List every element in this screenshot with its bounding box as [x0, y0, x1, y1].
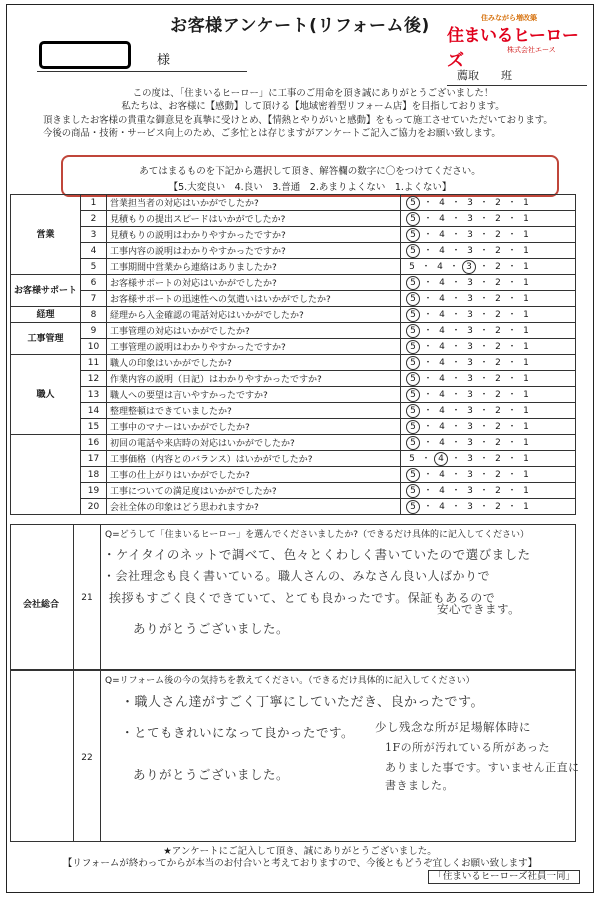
rating-option[interactable]: 2	[495, 358, 501, 368]
question-text: 初回の電話や来店時の対応はいかがでしたか?	[107, 435, 401, 451]
category-shokunin: 職人	[11, 355, 81, 435]
question-number: 21	[81, 593, 93, 603]
rating-scale: 5 ・ 4 ・ 3 ・ 2 ・ 1	[401, 467, 576, 483]
rating-option[interactable]: 2	[495, 422, 501, 432]
rating-option[interactable]: 3	[467, 422, 473, 432]
question-row	[11, 275, 576, 291]
question-number: 7	[81, 291, 107, 307]
question-text: 工事の仕上がりはいかがでしたか?	[107, 467, 401, 483]
answer-line: 安心できます。	[437, 602, 521, 616]
question-text: 職人の印象はいかがでしたか?	[107, 355, 401, 371]
question-row	[11, 307, 576, 323]
question-text: お客様サポートの対応はいかがでしたか?	[107, 275, 401, 291]
rating-option[interactable]: 4	[439, 198, 445, 208]
rating-scale: 5 ・ 4 ・ 3 ・ 2 ・ 1	[401, 227, 576, 243]
rating-option[interactable]: 2	[495, 502, 501, 512]
instruction-banner	[61, 155, 559, 197]
category-eigyo: 営業	[11, 195, 81, 275]
rating-option[interactable]: 1	[523, 326, 529, 336]
answer-line: 挨拶もすごく良くできていて、とても良かったです。保証もあるので	[109, 591, 496, 605]
rating-option[interactable]: 2	[495, 438, 501, 448]
rating-option[interactable]: 3	[467, 374, 473, 384]
question-row	[11, 387, 576, 403]
rating-option[interactable]: 1	[523, 422, 529, 432]
rating-scale: 5 ・ 4 ・ 3 ・ 2 ・ 1	[401, 355, 576, 371]
answer-line: ・会社理念も良く書いている。職人さんの、みなさん良い人ばかりで	[103, 569, 491, 583]
rating-scale: 5 ・ 4 ・ 3 ・ 2 ・ 1	[401, 339, 576, 355]
rating-option[interactable]: 2	[495, 470, 501, 480]
question-text: 職人への要望は言いやすかったですか?	[107, 387, 401, 403]
rating-option[interactable]: 4	[439, 470, 445, 480]
question-number: 5	[81, 259, 107, 275]
rating-option[interactable]: 3	[467, 246, 473, 256]
rating-option[interactable]: 1	[523, 454, 529, 464]
question-number: 19	[81, 483, 107, 499]
selected-rating[interactable]: 5	[406, 212, 420, 226]
rating-scale: 5 ・ 4 ・ 3 ・ 2 ・ 1	[401, 307, 576, 323]
rating-option[interactable]: 3	[467, 406, 473, 416]
rating-legend: 【5.大変良い 4.良い 3.普通 2.あまりよくない 1.よくない】	[168, 182, 452, 193]
question-row	[11, 323, 576, 339]
rating-option[interactable]: 1	[523, 438, 529, 448]
rating-option[interactable]: 1	[523, 358, 529, 368]
question-row	[11, 499, 576, 515]
answer-line: ありがとうございました。	[133, 767, 290, 782]
rating-option[interactable]: 3	[467, 502, 473, 512]
rating-scale: 5 ・ 4 ・ 3 ・ 2 ・ 1	[401, 291, 576, 307]
question-row	[11, 435, 576, 451]
question-text: 工事価格（内容とのバランス）はいかがでしたか?	[107, 451, 401, 467]
rating-option[interactable]: 4	[439, 326, 445, 336]
rating-option[interactable]: 2	[495, 214, 501, 224]
question-number: 12	[81, 371, 107, 387]
question-number: 9	[81, 323, 107, 339]
question-21-prompt: Q=どうして「住まいるヒーロー」を選んでくださいましたか?（できるだけ具体的に記入してください）	[105, 530, 530, 540]
question-number: 3	[81, 227, 107, 243]
question-number: 22	[81, 753, 93, 763]
question-text: 工事内容の説明はわかりやすかったですか?	[107, 243, 401, 259]
selected-rating[interactable]: 5	[406, 292, 420, 306]
question-row	[11, 195, 576, 211]
question-number: 4	[81, 243, 107, 259]
rating-scale: 5 ・ 4 ・ 3 ・ 2 ・ 1	[401, 259, 576, 275]
selected-rating[interactable]: 5	[406, 436, 420, 450]
rating-option[interactable]: 3	[467, 214, 473, 224]
rating-option[interactable]: 1	[523, 470, 529, 480]
intro-line: 今後の商品・技術・サービス向上のため、ご多忙とは存じますがアンケートご記入ご協力をお願い致します。	[43, 128, 501, 140]
question-number: 20	[81, 499, 107, 515]
selected-rating[interactable]: 5	[406, 308, 420, 322]
question-number: 1	[81, 195, 107, 211]
rating-option[interactable]: 3	[467, 278, 473, 288]
selected-rating[interactable]: 5	[406, 340, 420, 354]
rating-option[interactable]: 2	[495, 278, 501, 288]
question-row	[11, 339, 576, 355]
question-22-box	[10, 670, 580, 842]
rating-option[interactable]: 1	[523, 406, 529, 416]
question-21-box	[10, 524, 576, 670]
rating-option[interactable]: 3	[467, 438, 473, 448]
rating-scale: 5 ・ 4 ・ 3 ・ 2 ・ 1	[401, 483, 576, 499]
selected-rating[interactable]: 5	[406, 276, 420, 290]
question-row	[11, 243, 576, 259]
question-row	[11, 291, 576, 307]
rating-scale: 5 ・ 4 ・ 3 ・ 2 ・ 1	[401, 195, 576, 211]
rating-option[interactable]: 4	[439, 278, 445, 288]
page-title: お客様アンケート(リフォーム後)	[170, 16, 430, 36]
rating-option[interactable]: 1	[523, 390, 529, 400]
question-text: 見積もりの説明はわかりやすかったですか?	[107, 227, 401, 243]
question-text: 経理から入金確認の電話対応はいかがでしたか?	[107, 307, 401, 323]
intro-line: 私たちは、お客様に【感動】して頂ける【地域密着型リフォーム店】を目指しております。	[121, 101, 505, 113]
answer-line: 1Fの所が汚れている所があった	[385, 741, 551, 754]
rating-option[interactable]: 1	[523, 262, 529, 272]
selected-rating[interactable]: 5	[406, 420, 420, 434]
question-row	[11, 355, 576, 371]
intro-text	[43, 87, 583, 141]
rating-option[interactable]: 4	[439, 438, 445, 448]
answer-line: ・ケイタイのネットで調べて、色々とくわしく書いていたので選びました	[103, 547, 531, 562]
selected-rating[interactable]: 5	[406, 468, 420, 482]
rating-scale: 5 ・ 4 ・ 3 ・ 2 ・ 1	[401, 451, 576, 467]
rating-option[interactable]: 3	[467, 326, 473, 336]
selected-rating[interactable]: 5	[406, 244, 420, 258]
question-row	[11, 211, 576, 227]
rating-scale: 5 ・ 4 ・ 3 ・ 2 ・ 1	[401, 371, 576, 387]
rating-table	[10, 194, 576, 515]
rating-option[interactable]: 4	[439, 486, 445, 496]
rating-option[interactable]: 4	[439, 502, 445, 512]
rating-option[interactable]: 3	[467, 342, 473, 352]
rating-option[interactable]: 3	[467, 454, 473, 464]
question-row	[11, 227, 576, 243]
question-text: 作業内容の説明（日記）はわかりやすかったですか?	[107, 371, 401, 387]
logo-company: 株式会社エース	[507, 46, 556, 54]
selected-rating[interactable]: 5	[406, 228, 420, 242]
rating-option[interactable]: 2	[495, 406, 501, 416]
rating-scale: 5 ・ 4 ・ 3 ・ 2 ・ 1	[401, 387, 576, 403]
rating-option[interactable]: 1	[523, 198, 529, 208]
question-number: 13	[81, 387, 107, 403]
question-row	[11, 371, 576, 387]
question-row	[11, 419, 576, 435]
rating-option[interactable]: 2	[495, 454, 501, 464]
rating-option[interactable]: 2	[495, 342, 501, 352]
rating-option[interactable]: 2	[495, 390, 501, 400]
question-number: 8	[81, 307, 107, 323]
question-number: 6	[81, 275, 107, 291]
rating-option[interactable]: 4	[439, 294, 445, 304]
rating-option[interactable]: 4	[439, 374, 445, 384]
selected-rating[interactable]: 5	[406, 484, 420, 498]
question-text: 工事管理の対応はいかがでしたか?	[107, 323, 401, 339]
question-text: お客様サポートの迅速性への気遣いはいかがでしたか?	[107, 291, 401, 307]
rating-option[interactable]: 1	[523, 294, 529, 304]
rating-option[interactable]: 2	[495, 326, 501, 336]
rating-scale: 5 ・ 4 ・ 3 ・ 2 ・ 1	[401, 499, 576, 515]
question-22-prompt: Q=リフォーム後の今の気持ちを教えてください。（できるだけ具体的に記入してください）	[105, 676, 475, 686]
selected-rating[interactable]: 5	[406, 404, 420, 418]
footer	[0, 846, 600, 884]
rating-option[interactable]: 4	[439, 230, 445, 240]
question-text: 工事中のマナーはいかがでしたか?	[107, 419, 401, 435]
rating-option[interactable]: 1	[523, 278, 529, 288]
staff-team-label: 薦取 班	[457, 69, 512, 82]
selected-rating[interactable]: 3	[462, 260, 476, 274]
rating-option[interactable]: 4	[437, 262, 443, 272]
question-number: 16	[81, 435, 107, 451]
selected-rating[interactable]: 5	[406, 196, 420, 210]
footer-message: 【リフォームが終わってからが本当のお付合いと考えておりますので、今後ともどうぞ宜しくお願い致します】	[62, 858, 538, 869]
selected-rating[interactable]: 5	[406, 372, 420, 386]
rating-scale: 5 ・ 4 ・ 3 ・ 2 ・ 1	[401, 243, 576, 259]
rating-option[interactable]: 2	[495, 198, 501, 208]
question-text: 工事管理の説明はわかりやすかったですか?	[107, 339, 401, 355]
answer-line: ありました事です。すいません正直に	[385, 761, 580, 774]
selected-rating[interactable]: 4	[434, 452, 448, 466]
category-support: お客様サポート	[11, 275, 81, 307]
rating-scale: 5 ・ 4 ・ 3 ・ 2 ・ 1	[401, 419, 576, 435]
selected-rating[interactable]: 5	[406, 500, 420, 514]
rating-option[interactable]: 4	[439, 422, 445, 432]
rating-option[interactable]: 1	[523, 502, 529, 512]
question-text: 工事期間中営業から連絡はありましたか?	[107, 259, 401, 275]
category-keiri: 経理	[11, 307, 81, 323]
rating-option[interactable]: 2	[495, 310, 501, 320]
rating-option[interactable]: 2	[495, 230, 501, 240]
rating-option[interactable]: 4	[439, 390, 445, 400]
intro-line: この度は、「住まいるヒーロー」に工事のご用命を頂き誠にありがとうございました！	[132, 88, 494, 99]
redacted-name-box	[39, 41, 131, 69]
rating-option[interactable]: 1	[523, 310, 529, 320]
question-text: 会社全体の印象はどう思われますか?	[107, 499, 401, 515]
rating-option[interactable]: 3	[467, 310, 473, 320]
rating-option[interactable]: 3	[467, 198, 473, 208]
question-row	[11, 467, 576, 483]
answer-line: ・職人さん達がすごく丁寧にしていただき、良かったです。	[121, 695, 484, 710]
question-number: 10	[81, 339, 107, 355]
rating-option[interactable]: 3	[467, 390, 473, 400]
rating-scale: 5 ・ 4 ・ 3 ・ 2 ・ 1	[401, 323, 576, 339]
rating-option[interactable]: 3	[467, 294, 473, 304]
rating-option[interactable]: 1	[523, 246, 529, 256]
rating-option[interactable]: 2	[495, 246, 501, 256]
company-logo	[447, 13, 585, 71]
rating-option[interactable]: 3	[467, 230, 473, 240]
question-text: 整理整頓はできていましたか?	[107, 403, 401, 419]
question-row	[11, 403, 576, 419]
question-number: 15	[81, 419, 107, 435]
question-text: 営業担当者の対応はいかがでしたか?	[107, 195, 401, 211]
rating-option[interactable]: 2	[495, 294, 501, 304]
rating-option[interactable]: 3	[467, 486, 473, 496]
rating-option[interactable]: 2	[495, 374, 501, 384]
instruction-line: あてはまるものを下記から選択して頂き、解答欄の数字に〇をつけてください。	[139, 166, 481, 177]
rating-option[interactable]: 4	[439, 342, 445, 352]
question-number: 17	[81, 451, 107, 467]
answer-line: 書きました。	[385, 779, 454, 792]
answer-line: ・とてもきれいになって良かったです。	[121, 725, 355, 740]
category-koji: 工事管理	[11, 323, 81, 355]
selected-rating[interactable]: 5	[406, 356, 420, 370]
rating-option[interactable]: 4	[439, 246, 445, 256]
selected-rating[interactable]: 5	[406, 324, 420, 338]
rating-option[interactable]: 2	[495, 486, 501, 496]
rating-option[interactable]: 3	[467, 470, 473, 480]
rating-option[interactable]: 1	[523, 230, 529, 240]
question-number: 14	[81, 403, 107, 419]
question-text: 見積もりの提出スピードはいかがでしたか?	[107, 211, 401, 227]
answer-line: 少し残念な所が足場解体時に	[375, 720, 531, 734]
rating-option[interactable]: 5	[409, 454, 415, 464]
category-kaisha	[11, 435, 81, 515]
rating-option[interactable]: 1	[523, 214, 529, 224]
rating-option[interactable]: 4	[439, 406, 445, 416]
question-number-cell	[73, 671, 101, 841]
rating-option[interactable]: 1	[523, 486, 529, 496]
rating-option[interactable]: 4	[439, 310, 445, 320]
logo-wordmark: 住まいるヒーローズ	[447, 26, 579, 71]
footer-thanks: ★アンケートにご記入して頂き、誠にありがとうございました。	[163, 846, 437, 857]
question-row	[11, 451, 576, 467]
rating-option[interactable]: 1	[523, 374, 529, 384]
rating-option[interactable]: 1	[523, 342, 529, 352]
footer-signature: 「住まいるヒーローズ社員一同」	[428, 870, 580, 884]
name-underline	[37, 71, 247, 72]
question-text: 工事についての満足度はいかがでしたか?	[107, 483, 401, 499]
question-number-cell	[73, 525, 101, 669]
question-number: 2	[81, 211, 107, 227]
honorific-label: 様	[157, 53, 171, 68]
intro-line: 頂きましたお客様の貴重な御意見を真摯に受けとめ、【情熱とやりがいと感動】をもって施工させていただいております。	[43, 114, 553, 126]
category-company-overall: 会社総合	[22, 600, 59, 610]
question-row	[11, 483, 576, 499]
question-number: 11	[81, 355, 107, 371]
rating-option[interactable]: 5	[409, 262, 415, 272]
rating-option[interactable]: 4	[439, 214, 445, 224]
rating-option[interactable]: 4	[439, 358, 445, 368]
rating-scale: 5 ・ 4 ・ 3 ・ 2 ・ 1	[401, 435, 576, 451]
rating-option[interactable]: 2	[495, 262, 501, 272]
selected-rating[interactable]: 5	[406, 388, 420, 402]
answer-line: ありがとうございました。	[133, 621, 290, 636]
rating-scale: 5 ・ 4 ・ 3 ・ 2 ・ 1	[401, 211, 576, 227]
rating-scale: 5 ・ 4 ・ 3 ・ 2 ・ 1	[401, 403, 576, 419]
rating-option[interactable]: 3	[467, 358, 473, 368]
question-number: 18	[81, 467, 107, 483]
question-row	[11, 259, 576, 275]
rating-scale: 5 ・ 4 ・ 3 ・ 2 ・ 1	[401, 275, 576, 291]
staff-underline	[447, 85, 587, 86]
logo-tagline: 住みながら増改築	[481, 14, 537, 22]
